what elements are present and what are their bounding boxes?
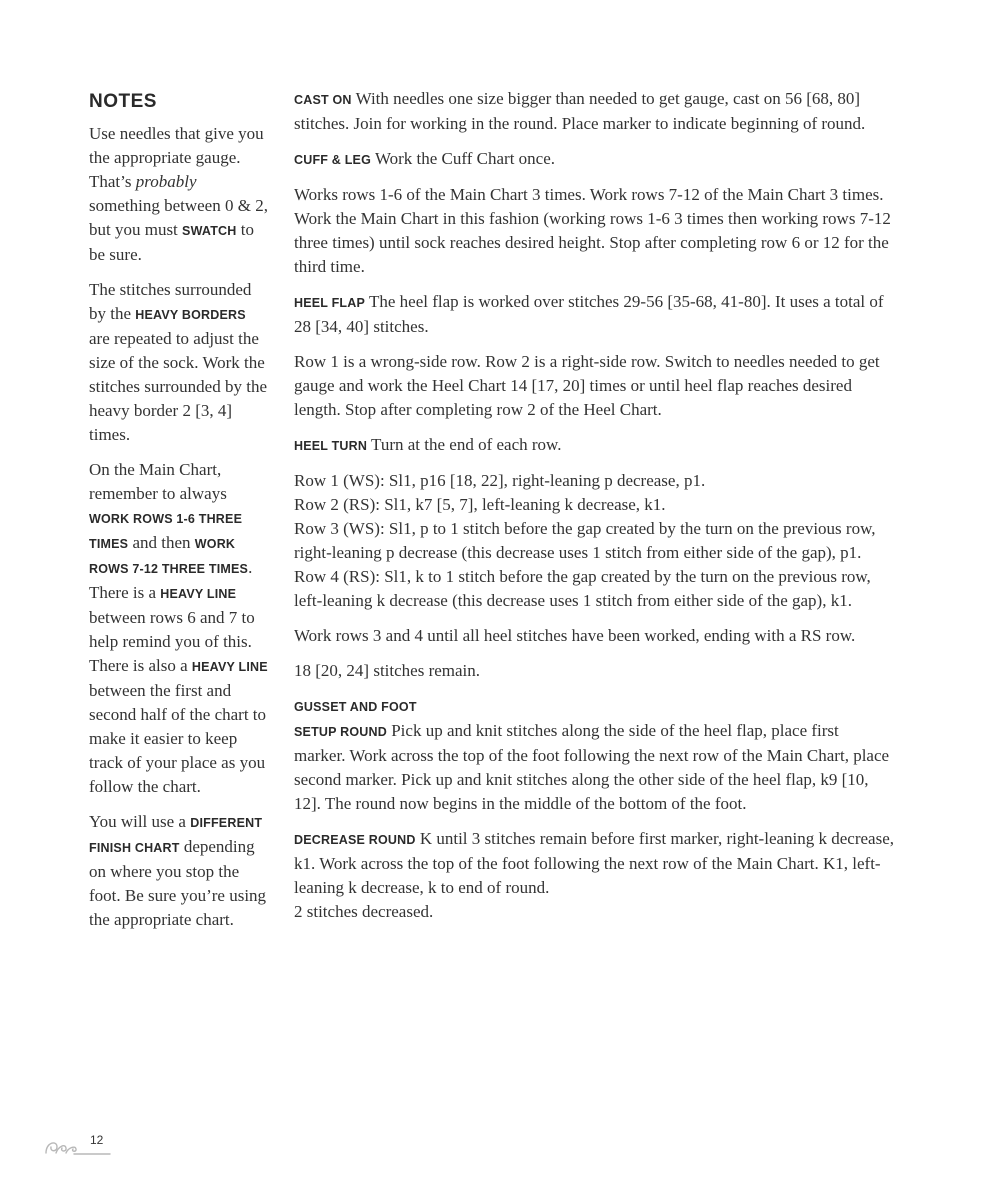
section-heading: DECREASE ROUND — [294, 833, 416, 847]
swirl-ornament-icon — [44, 1133, 114, 1161]
page-number: 12 — [90, 1133, 104, 1147]
heel-turn-rows — [294, 469, 894, 613]
notes-paragraph-finish-chart: You will use a DIFFERENT FINISH CHART depending on where you stop the foot. Be sure you’re using the appropriate chart. — [89, 812, 267, 929]
section-heading: HEEL FLAP — [294, 296, 366, 310]
heel-turn-paragraph: HEEL TURN Turn at the end of each row. — [294, 435, 562, 454]
work-rows-paragraph: Work rows 3 and 4 until all heel stitches have been worked, ending with a RS row. — [294, 626, 856, 645]
main-chart-paragraph: Works rows 1-6 of the Main Chart 3 times. Work rows 7-12 of the Main Chart 3 times. Work the Main Chart in this fashion (working rows 1-6 3 times then working rows 7-12 three times) until sock reaches desired height. Stop after completing row 6 or 12 for the third time. — [294, 185, 891, 276]
page-footer — [44, 1133, 124, 1163]
heel-chart-paragraph: Row 1 is a wrong-side row. Row 2 is a right-side row. Switch to needles needed to get gauge and work the Heel Chart 14 [17, 20] times or until heel flap reaches desired length. Stop after completing row 2 of the Heel Chart. — [294, 352, 880, 419]
heel-turn-row: Row 2 (RS): Sl1, k7 [5, 7], left-leaning k decrease, k1. — [294, 495, 666, 514]
section-heading: CAST ON — [294, 93, 352, 107]
stitches-remain: 18 [20, 24] stitches remain. — [294, 661, 481, 680]
heel-turn-row: Row 3 (WS): Sl1, p to 1 stitch before the gap created by the turn on the previous row, right-leaning p decrease (this decrease uses 1 stitch from either side of the gap), p1. — [294, 519, 876, 562]
section-heading: GUSSET AND FOOT — [294, 700, 417, 714]
notes-paragraph-gauge: Use needles that give you the appropriate gauge. That’s probably something between 0 & 2, but you must SWATCH to be sure. — [89, 124, 268, 264]
decrease-round-paragraph: DECREASE ROUND K until 3 stitches remain before first marker, right-leaning k decrease, k1. Work across the top of the foot following the next row of the Main Chart. K1, left-leaning k decrease, k to end of round. 2 stitches decreased. — [294, 829, 895, 921]
pattern-instructions — [294, 87, 894, 924]
notes-title: NOTES — [89, 91, 157, 112]
gusset-heading-line — [294, 694, 894, 719]
setup-round-paragraph: SETUP ROUND Pick up and knit stitches along the side of the heel flap, place first marker. Work across the top of the foot following the next row of the Main Chart, place second marker. Pick up and knit stitches along the other side of the heel flap, k9 [10, 12]. The round now begins in the middle of the bottom of the foot. — [294, 721, 890, 813]
cast-on-paragraph: CAST ON With needles one size bigger than needed to get gauge, cast on 56 [68, 80] stitches. Join for working in the round. Place marker to indicate beginning of round. — [294, 89, 866, 133]
heel-turn-row: Row 4 (RS): Sl1, k to 1 stitch before the gap created by the turn on the previous row, left-leaning k decrease (this decrease uses 1 stitch from either side of the gap), k1. — [294, 567, 871, 610]
section-heading: HEEL TURN — [294, 439, 368, 453]
cuff-leg-paragraph: CUFF & LEG Work the Cuff Chart once. — [294, 149, 556, 168]
section-heading: CUFF & LEG — [294, 153, 371, 167]
notes-sidebar — [89, 90, 269, 943]
notes-paragraph-borders: The stitches surrounded by the HEAVY BORDERS are repeated to adjust the size of the sock. Work the stitches surrounded by the heavy border 2 [3, 4] times. — [89, 280, 267, 444]
notes-paragraph-main-chart: On the Main Chart, remember to always WORK ROWS 1-6 THREE TIMES and then WORK ROWS 7-12 THREE TIMES. There is a HEAVY LINE between rows 6 and 7 to help remind you of this. There is also a HEAVY LINE between the first and second half of the chart to make it easier to keep track of your place as you follow the chart. — [89, 460, 268, 796]
heel-turn-row: Row 1 (WS): Sl1, p16 [18, 22], right-leaning p decrease, p1. — [294, 471, 706, 490]
stitches-decreased: 2 stitches decreased. — [294, 902, 434, 921]
section-heading: SETUP ROUND — [294, 725, 387, 739]
heel-flap-paragraph: HEEL FLAP The heel flap is worked over stitches 29-56 [35-68, 41-80]. It uses a total of 28 [34, 40] stitches. — [294, 292, 884, 336]
